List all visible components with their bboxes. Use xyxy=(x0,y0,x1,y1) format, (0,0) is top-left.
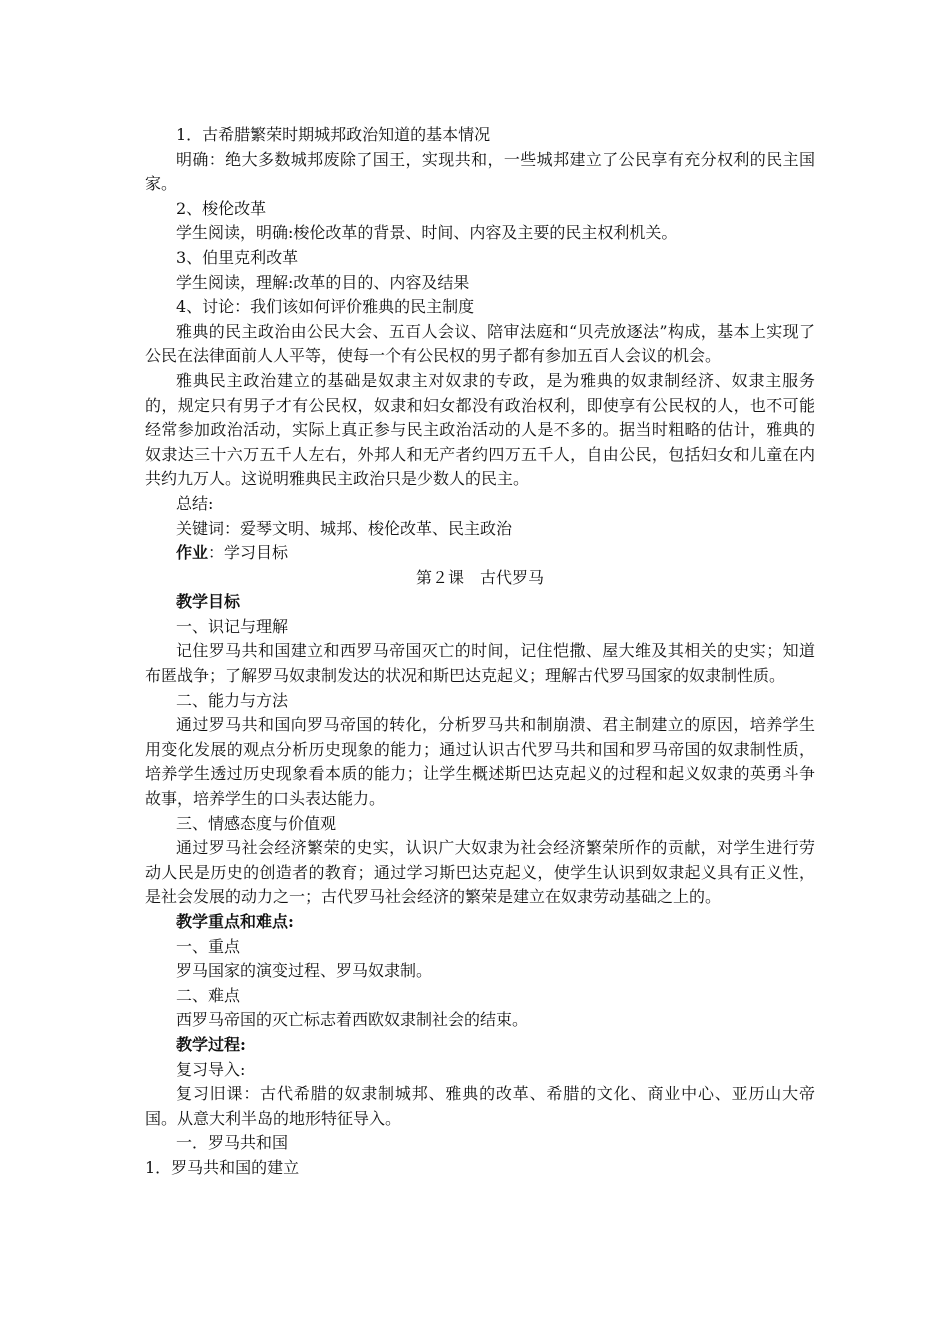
homework-line xyxy=(145,541,815,566)
paragraph: 复习旧课：古代希腊的奴隶制城邦、雅典的改革、希腊的文化、商业中心、亚历山大帝国。从意大利半岛的地形特征导入。 xyxy=(145,1084,815,1128)
text-line: 1．罗马共和国的建立 xyxy=(145,1157,300,1177)
subheading: 一．罗马共和国 xyxy=(176,1133,289,1153)
text-line: 学生阅读，明确:梭伦改革的背景、时间、内容及主要的民主权利机关。 xyxy=(176,223,678,243)
paragraph: 通过罗马社会经济繁荣的史实，认识广大奴隶为社会经济繁荣所作的贡献，对学生进行劳动人民是历史的创造者的教育；通过学习斯巴达克起义，使学生认识到奴隶起义具有正义性，是社会发展的动力之一；古代罗马社会经济的繁荣是建立在奴隶劳动基础之上的。 xyxy=(145,838,815,907)
text-line: 1．古希腊繁荣时期城邦政治知道的基本情况 xyxy=(176,125,491,144)
text-line: 罗马国家的演变过程、罗马奴隶制。 xyxy=(176,961,433,981)
subheading: 三、情感态度与价值观 xyxy=(176,813,337,833)
document-page xyxy=(145,123,815,1181)
text-line: 关键词：爱琴文明、城邦、梭伦改革、民主政治 xyxy=(176,518,513,538)
text-line: 总结: xyxy=(176,493,214,513)
text-line: 2、梭伦改革 xyxy=(176,198,267,218)
paragraph: 通过罗马共和国向罗马帝国的转化，分析罗马共和制崩溃、君主制建立的原因，培养学生用变化发展的观点分析历史现象的能力；通过认识古代罗马共和国和罗马帝国的奴隶制性质，培养学生透过历史现象看本质的能力；让学生概述斯巴达克起义的过程和起义奴隶的英勇斗争故事，培养学生的口头表达能力。 xyxy=(145,715,815,809)
text-line: 西罗马帝国的灭亡标志着西欧奴隶制社会的结束。 xyxy=(176,1010,529,1030)
homework-text xyxy=(176,543,288,562)
subheading: 一、重点 xyxy=(176,936,241,956)
homework-label: 作业 xyxy=(176,543,209,563)
subheading: 二、难点 xyxy=(176,985,241,1005)
paragraph: 雅典民主政治建立的基础是奴隶主对奴隶的专政，是为雅典的奴隶制经济、奴隶主服务的，规定只有男子才有公民权，奴隶和妇女都没有政治权利，即使享有公民权的人，也不可能经常参加政治活动，实际上真正参与民主政治活动的人是不多的。据当时粗略的估计，雅典的奴隶达三十六万五千人左右，外邦人和无产者约四万五千人，自由公民，包括妇女和儿童在内共约九万人。这说明雅典民主政治只是少数人的民主。 xyxy=(145,370,815,489)
subheading: 一、识记与理解 xyxy=(176,616,289,636)
text-line: 3、伯里克利改革 xyxy=(176,247,299,267)
homework-value: ：学习目标 xyxy=(208,543,289,563)
text-line: 明确：绝大多数城邦废除了国王，实现共和，一些城邦建立了公民享有充分权利的民主国家。 xyxy=(145,149,815,194)
section-heading: 教学目标 xyxy=(176,592,241,612)
subheading: 二、能力与方法 xyxy=(176,690,289,710)
section-heading: 教学过程: xyxy=(176,1034,246,1054)
section-heading: 教学重点和难点: xyxy=(176,912,294,931)
lesson-title: 第２课 古代罗马 xyxy=(415,567,544,587)
paragraph: 记住罗马共和国建立和西罗马帝国灭亡的时间，记住恺撒、屋大维及其相关的史实；知道布匿战争；了解罗马奴隶制发达的状况和斯巴达克起义；理解古代罗马国家的奴隶制性质。 xyxy=(145,641,815,686)
text-line: 复习导入: xyxy=(176,1059,246,1079)
text-line: 4、讨论：我们该如何评价雅典的民主制度 xyxy=(176,297,475,317)
paragraph: 雅典的民主政治由公民大会、五百人会议、陪审法庭和“贝壳放逐法”构成，基本上实现了公民在法律面前人人平等，使每一个有公民权的男子都有参加五百人会议的机会。 xyxy=(145,321,815,366)
text-line: 学生阅读，理解:改革的目的、内容及结果 xyxy=(176,272,470,292)
